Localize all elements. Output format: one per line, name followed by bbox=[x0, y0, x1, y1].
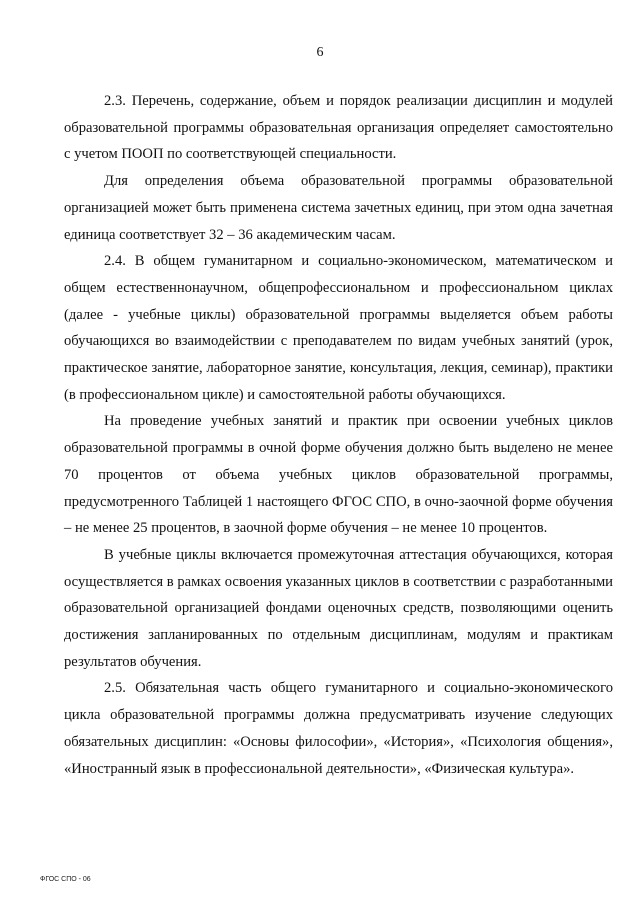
paragraph-contact-hours: На проведение учебных занятий и практик при освоении учебных циклов образовательной программы в очной форме обучения должно быть выделено не менее 70 процентов от объема учебных циклов образовательной программы, предусмотренного Таблицей 1 настоящего ФГОС СПО, в очно-заочной форме обучения – не менее 25 процентов, в заочной форме обучения – не менее 10 процентов. bbox=[64, 413, 613, 537]
paragraph-interim-assessment: В учебные циклы включается промежуточная аттестация обучающихся, которая осуществляется в рамках освоения указанных циклов в соответствии с разработанными образовательной организацией фондами оценочных средств, позволяющими оценить достижения запланированных по отдельным дисциплинам, модулям и практикам результатов обучения. bbox=[64, 546, 613, 670]
paragraph-2-4: 2.4. В общем гуманитарном и социально-экономическом, математическом и общем естественнонаучном, общепрофессиональном и профессиональном циклах (далее - учебные циклы) образовательной программы выделяется объем работы обучающихся во взаимодействии с преподавателем по видам учебных занятий (урок, практическое занятие, лабораторное занятие, консультация, лекция, семинар), практики (в профессиональном цикле) и самостоятельной работы обучающихся. bbox=[64, 253, 613, 403]
paragraph-2-3: 2.3. Перечень, содержание, объем и порядок реализации дисциплин и модулей образовательной программы образовательная организация определяет самостоятельно с учетом ПООП по соответствующей специальности. bbox=[64, 93, 613, 163]
page-footer: ФГОС СПО - 06 bbox=[40, 876, 91, 883]
paragraph-2-5: 2.5. Обязательная часть общего гуманитарного и социально-экономического цикла образовательной программы должна предусматривать изучение следующих обязательных дисциплин: «Основы философии», «История», «Психология общения», «Иностранный язык в профессиональной деятельности», «Физическая культура». bbox=[64, 680, 613, 777]
paragraph-credit-units: Для определения объема образовательной программы образовательной организацией может быть применена система зачетных единиц, при этом одна зачетная единица соответствует 32 – 36 академическим часам. bbox=[64, 173, 613, 243]
page-number: 6 bbox=[316, 45, 324, 60]
document-body bbox=[64, 88, 613, 782]
